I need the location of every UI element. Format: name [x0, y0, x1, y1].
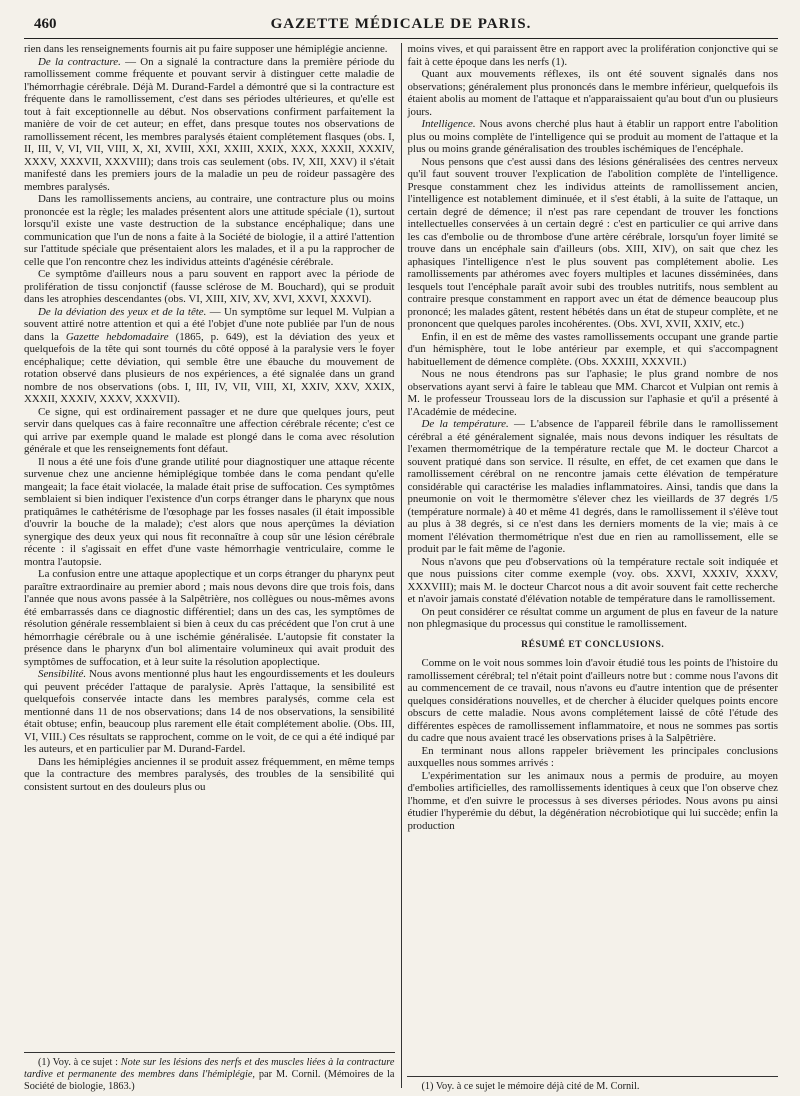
footnote-label: (1) Voy. à ce sujet :: [38, 1057, 121, 1068]
paragraph: Nous ne nous étendrons pas sur l'aphasie; le plus grand nombre de nos observations ayant servi à faire le tableau que MM. Charcot et Vulpian ont remis à M. le professeur Trousseau lors de la discussion sur l'aphasie et qu'il a présenté à l'Académie de médecine.: [407, 368, 778, 418]
section-title: RÉSUMÉ ET CONCLUSIONS.: [521, 639, 665, 650]
section-heading: Sensibilité.: [38, 668, 87, 680]
footnote-title: Note sur les lésions des nerfs et des muscles liées à la contracture tardive et permanente des membres dans l'hémiplégie,: [24, 1057, 395, 1080]
paragraph: Ce symptôme d'ailleurs nous a paru souvent en rapport avec la période de prolifération de tissu conjonctif (fausse sclérose de M. Bouchard), qui se produit dans les atrophies descendantes (obs. VI, XIII, XIV, XV, XVI, XXVI, XXXVI).: [24, 268, 395, 305]
page-number: 460: [34, 16, 57, 32]
paragraph: Enfin, il en est de même des vastes ramollissements occupant une grande partie d'un hémisphère, tout le lobe antérieur par exemple, et qui s'accompagnent habituellement de démence complète. (Obs. XXXIII, XXXVII.): [407, 330, 778, 368]
text-columns: [24, 43, 778, 1093]
right-column: [401, 43, 778, 1093]
footnote: [24, 1052, 395, 1093]
paragraph-text: — Un symptôme sur lequel M. Vulpian a souvent attiré notre attention et qui a été l'objet d'une note publiée par l'un de nous dans la: [24, 305, 395, 343]
paragraph: moins vives, et qui paraissent être en rapport avec la prolifération conjonctive qui se fait à cette époque dans les nerfs (1).: [407, 43, 778, 68]
paragraph: Nous n'avons que peu d'observations où la température rectale soit indiquée et que nous puissions citer comme exemple (voy. obs. XXVI, XXXIV, XXXV, XXXVIII); mais M. le docteur Charcot nous a dit avoir souvent fait cette recherche et n'avoir jamais constaté d'élévation notable de température dans le ramollissement.: [407, 555, 778, 605]
paragraph: [24, 56, 395, 194]
paragraph-text: Nous avons cherché plus haut à établir un rapport entre l'abolition plus ou moins complète de l'intelligence qui se produit au moment de l'attaque et la plus ou moins grande généralisation des troubles ischémiques de l'encéphale.: [407, 118, 778, 155]
paragraph-text: — L'absence de l'appareil fébrile dans le ramollissement cérébral a été généralement signalée, mais nous devons indiquer les résultats de l'examen thermométrique de la température rectale que M. le docteur Charcot a souvent pratiqué dans son service. Il résulte, en effet, de cet examen que dans le ramollissement cérébral on ne rencontre jamais cette élévation de température considérable qui caractérise les maladies inflammatoires. Ainsi, tandis que dans la pneumonie on voit le thermomètre s'élever chez les vieillards de 37 degrés 1/5 (température normale) à 40 et même 41 degrés, dans le ramollissement il s'élève tout au plus à 38 degrés, si ce n'est dans les derniers moments de la vie; mais à ce moment l'élévation thermométrique n'est due en rien au ramollissement, elle se produit par le fait même de l'agonie.: [407, 418, 778, 555]
paragraph-text: Nous avons mentionné plus haut les engourdissements et les douleurs qui peuvent précéder l'attaque de paralysie. Après l'attaque, la sensibilité est quelquefois conservée intacte dans les membres paralysés, comme cela est mentionné dans 11 de nos observations; dans 14 de nos observations, la sensibilité était obtuse; enfin, beaucoup plus rarement elle était complétement abolie. (Obs. III, VI, VIII.) Ces résultats se rapprochent, comme on le voit, de ce qui a été indiqué par les auteurs, et en particulier par M. Durand-Fardel.: [24, 668, 395, 755]
section-heading: De la contracture.: [38, 55, 121, 68]
section-heading: De la déviation des yeux et de la tête.: [38, 305, 207, 318]
paragraph: L'expérimentation sur les animaux nous a permis de produire, au moyen d'embolies artificielles, des ramollissements identiques à ceux que l'on observe chez l'homme, et d'en suivre le processus à ses diverses périodes. Nous avons pu ainsi étudier l'hyperémie du début, la dégénération nécrobiotique qui lui succède; enfin la production: [407, 769, 778, 832]
paragraph: [24, 306, 395, 406]
paragraph: [407, 418, 778, 556]
footnote-source: par M. Cornil. (Mémoires de la Société de biologie, 1863.): [24, 1069, 395, 1092]
paragraph: Comme on le voit nous sommes loin d'avoir étudié tous les points de l'histoire du ramollissement cérébral; tel n'était point d'ailleurs notre but : comme nous l'avons dit au commencement de ce travail, nous n'avons eu d'autre intention que de présenter quelques considérations nouvelles, et de chercher à élucider quelques points encore obscurs de cette maladie. Nous avons complétement laissé de côté l'étude des différentes espèces de ramollissement inflammatoire, et nous ne sommes pas sortis du cadre que nous avaient tracé les observations prises à la Salpêtrière.: [407, 657, 778, 744]
paragraph: La confusion entre une attaque apoplectique et un corps étranger du pharynx peut paraître extraordinaire au premier abord ; mais nous devons dire que trois fois, dans l'année que nous avons passée à la Salpêtrière, nos collègues ou nous-mêmes avons été embarrassés dans ce diagnostic différentiel; dans un des cas, les symptômes de résolution générale ressemblaient si bien à ceux du cas précédent que l'on crut à une hémorrhagie cérébrale ou à une ischémie généralisée. L'autopsie fit constater la présence dans le pharynx d'un bol alimentaire volumineux qui avait produit des symptômes de suffocation, et à leur suite la résolution apoplectique.: [24, 568, 395, 668]
paragraph: Dans les hémiplégies anciennes il se produit assez fréquemment, en même temps que la contracture des membres paralysés, des troubles de la sensibilité qui consistent surtout en des douleurs plus ou: [24, 755, 395, 793]
paragraph: Nous pensons que c'est aussi dans des lésions généralisées des centres nerveux qu'il faut souvent trouver l'explication de l'abolition complète de l'intelligence. Presque constamment chez les individus atteints de ramollissement ancien, l'intelligence est notablement diminuée, et il s'est établi, à la suite de l'attaque, un certain degré de démence; il n'est pas rare cependant de trouver les fonctions intellectuelles conservées à un certain degré : c'est en particulier ce qui arrive dans les cas d'embolie ou de thrombose d'une artère cérébrale, lorsqu'un foyer limité se trouve dans un encéphale sain d'ailleurs (obs. XIII, XIV), on sait que chez les aphasiques l'intelligence n'est le plus souvent pas complétement abolie. Les ramollissements par athéromes avec foyers multiples et lacunes disséminées, dans lesquels tout l'encéphale paraît avoir subi des troubles nutritifs, nous semblent au contraire presque constamment en rapport avec un état de démence beaucoup plus prononcé; les malades gâtent, restent hébétés dans un état de stupeur complète, et ne prononcent que quelques paroles incohérentes. (Obs. XVI, XVII, XXIV, etc.): [407, 155, 778, 330]
section-heading: Intelligence.: [421, 118, 476, 130]
journal-title: GAZETTE MÉDICALE DE PARIS.: [270, 16, 532, 32]
paragraph: [407, 118, 778, 156]
journal-reference: Gazette hebdomadaire: [65, 330, 169, 343]
footnote-text: (1) Voy. à ce sujet le mémoire déjà cité de M. Cornil.: [421, 1081, 640, 1092]
footnote: [407, 1076, 778, 1093]
paragraph: Quant aux mouvements réflexes, ils ont été souvent signalés dans nos observations; généralement plus prononcés dans le membre inférieur, quelquefois ils étaient abolis au moment de l'attaque et n'apparaissaient qu'au bout d'un ou plusieurs jours.: [407, 68, 778, 118]
paragraph-text: (1865, p. 649), est la déviation des yeux et quelquefois de la tête qui sont tournés du côté opposé à la paralysie vers le foyer encéphalique; cette déviation, qui semble être une ébauche du mouvement de rotation observé dans plusieurs de nos expériences, a été signalée dans un grand nombre de nos observations (obs. I, III, IV, VII, VIII, XI, XXIV, XXV, XXIX, XXXII, XXXIV, XXXV, XXXVII).: [24, 330, 395, 405]
left-column: [24, 43, 401, 1093]
paragraph-text: — On a signalé la contracture dans la première période du ramollissement comme fréquente et pouvant servir à distinguer cette maladie de l'hémorrhagie cérébrale. Déjà M. Durand-Fardel a démontré que si la contracture est fréquente dans le ramollissement, c'est dans ses périodes ultérieures, et qu'elle est tout à fait exceptionnelle au début. Nos observations confirment parfaitement la manière de voir de cet auteur; en effet, dans presque toutes nos observations de ramollissement récent, les membres paralysés étaient complétement flasques (obs. I, II, III, V, VI, VII, VIII, X, XI, XVIII, XXI, XXIII, XXIX, XXX, XXXII, XXXIV, XXXV, XXXVII, XXXVIII); dans trois cas seulement (obs. IV, XII, XXV) il s'était manifesté dans les premiers jours de la maladie un peu de roideur passagère des membres paralysés.: [24, 55, 395, 193]
paragraph: Ce signe, qui est ordinairement passager et ne dure que quelques jours, peut servir dans quelques cas à faire reconnaître une affection cérébrale récente; c'est ce qui arrive par exemple quand le malade est plongé dans le coma avec résolution générale et que les renseignements font défaut.: [24, 405, 395, 455]
paragraph: Il nous a été une fois d'une grande utilité pour diagnostiquer une attaque récente survenue chez une ancienne hémiplégique tombée dans le coma pendant qu'elle mangeait; la face était violacée, la malade était prise de suffocation. Ces symptômes semblaient si bien indiquer l'existence d'un corps étranger dans le pharynx que nous pratiquâmes le cathétérisme de l'œsophage par les fosses nasales (il était impossible d'ouvrir la bouche de la malade); c'est alors que nous aperçûmes la déviation synergique des deux yeux qui nous fit reconnaître à coup sûr une lésion cérébrale récente : il s'agissait en effet d'une vaste hémorrhagie ventriculaire, comme le montra l'autopsie.: [24, 455, 395, 568]
paragraph: On peut considérer ce résultat comme un argument de plus en faveur de la nature non phlegmasique du processus qui constitue le ramollissement.: [407, 605, 778, 630]
paragraph: Dans les ramollissements anciens, au contraire, une contracture plus ou moins prononcée est la règle; les malades présentent alors une attitude spéciale (1), surtout lorsqu'il existe une vaste destruction de la substance encéphalique; dans une communication que l'un de nons a faite à la Société de biologie, il a attiré l'attention sur l'attitude spéciale que présentaient alors les malades, et il a pu la rapprocher de celle que l'on rencontre chez les individus atteints d'agénésie cérébrale.: [24, 193, 395, 268]
section-heading: De la température.: [421, 418, 509, 430]
left-column-body: [24, 43, 395, 1033]
paragraph: En terminant nous allons rappeler brièvement les principales conclusions auxquelles nous sommes arrivés :: [407, 744, 778, 769]
page-header: [24, 8, 778, 39]
paragraph: [24, 668, 395, 756]
right-column-body: [407, 43, 778, 1053]
footnote-text: [24, 1057, 395, 1093]
paragraph: rien dans les renseignements fournis ait pu faire supposer une hémiplégie ancienne.: [24, 43, 388, 55]
